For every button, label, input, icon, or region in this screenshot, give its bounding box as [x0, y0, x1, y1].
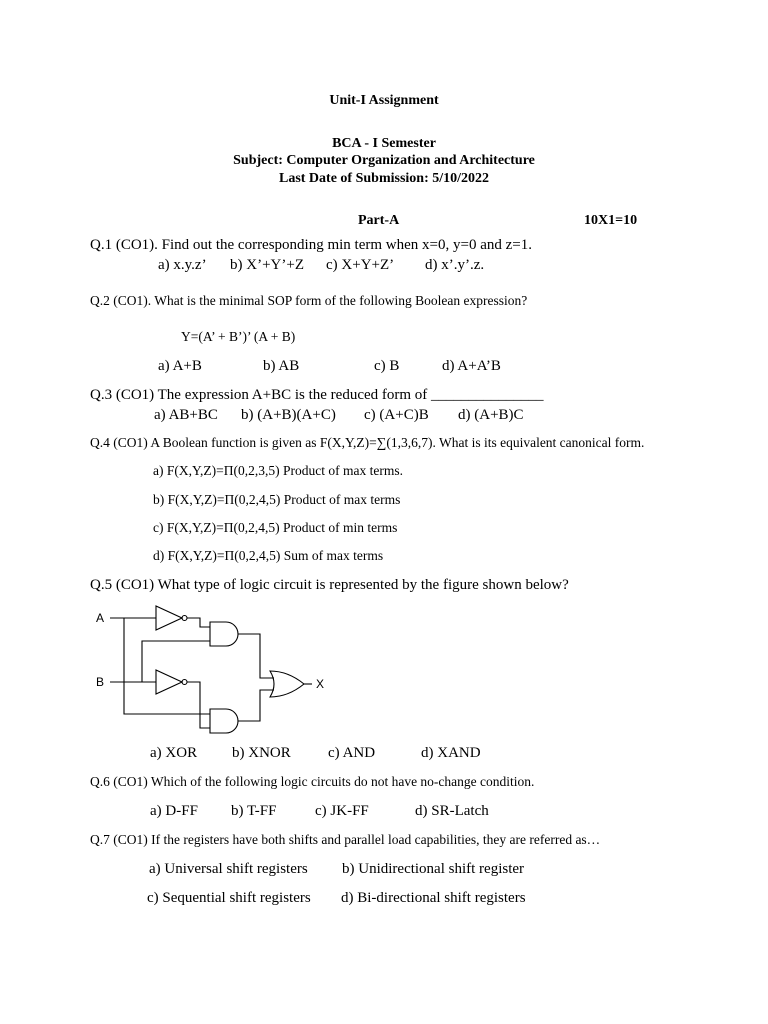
- q5-option-b: b) XNOR: [232, 745, 291, 761]
- q1-option-d: d) x’.y’.z.: [425, 257, 485, 273]
- q6-option-d: d) SR-Latch: [415, 803, 489, 819]
- q2-option-b: b) AB: [263, 358, 300, 374]
- submission-date: Last Date of Submission: 5/10/2022: [278, 171, 490, 186]
- q4-option-c: c) F(X,Y,Z)=Π(0,2,4,5) Product of min terms: [153, 520, 398, 535]
- q7-option-c: c) Sequential shift registers: [147, 890, 311, 906]
- and-gate-1: [210, 622, 238, 646]
- program-line: BCA - I Semester: [332, 136, 436, 151]
- logic-circuit-diagram: [90, 598, 350, 738]
- wire-not-a: [187, 618, 210, 627]
- q3-option-b: b) (A+B)(A+C): [241, 407, 336, 423]
- q1-option-c: c) X+Y+Z’: [326, 257, 395, 273]
- question-7: Q.7 (CO1) If the registers have both shifts and parallel load capabilities, they are referred as…: [90, 832, 601, 847]
- question-5: Q.5 (CO1) What type of logic circuit is represented by the figure shown below?: [90, 577, 569, 593]
- q4-option-b: b) F(X,Y,Z)=Π(0,2,4,5) Product of max terms: [153, 492, 401, 507]
- q6-option-b: b) T-FF: [231, 803, 277, 819]
- question-4: Q.4 (CO1) A Boolean function is given as F(X,Y,Z)=∑(1,3,6,7). What is its equivalent canonical form.: [90, 435, 645, 450]
- q2-option-d: d) A+A’B: [442, 358, 501, 374]
- output-x-label: X: [316, 677, 325, 691]
- q3-option-d: d) (A+B)C: [458, 407, 524, 423]
- subject-line: Subject: Computer Organization and Architecture: [233, 153, 535, 168]
- q2-option-c: c) B: [374, 358, 400, 374]
- input-b-label: B: [96, 675, 105, 689]
- assignment-title: Unit-I Assignment: [329, 93, 439, 108]
- question-2: Q.2 (CO1). What is the minimal SOP form of the following Boolean expression?: [90, 293, 528, 308]
- q7-option-d: d) Bi-directional shift registers: [341, 890, 526, 906]
- q5-option-c: c) AND: [328, 745, 376, 761]
- q2-expression: Y=(A’ + B’)’ (A + B): [181, 329, 296, 344]
- q7-option-b: b) Unidirectional shift register: [342, 861, 525, 877]
- q3-option-a: a) AB+BC: [154, 407, 218, 423]
- q2-option-a: a) A+B: [158, 358, 202, 374]
- question-6: Q.6 (CO1) Which of the following logic circuits do not have no-change condition.: [90, 774, 535, 789]
- q4-option-a: a) F(X,Y,Z)=Π(0,2,3,5) Product of max terms.: [153, 463, 403, 478]
- q5-option-d: d) XAND: [421, 745, 481, 761]
- wire-not-b: [187, 682, 210, 728]
- or-gate: [270, 671, 304, 697]
- wire-b-branch: [142, 641, 210, 682]
- q6-option-c: c) JK-FF: [315, 803, 369, 819]
- q4-option-d: d) F(X,Y,Z)=Π(0,2,4,5) Sum of max terms: [153, 548, 384, 563]
- wire-and2-out: [238, 690, 274, 721]
- and-gate-2: [210, 709, 238, 733]
- question-1: Q.1 (CO1). Find out the corresponding min term when x=0, y=0 and z=1.: [90, 237, 532, 253]
- wire-and1-out: [238, 634, 274, 678]
- part-label: Part-A: [358, 213, 400, 228]
- input-a-label: A: [96, 611, 105, 625]
- q1-option-b: b) X’+Y’+Z: [230, 257, 304, 273]
- not-gate-a: [156, 606, 182, 630]
- q1-option-a: a) x.y.z’: [158, 257, 207, 273]
- q5-option-a: a) XOR: [150, 745, 198, 761]
- question-3: Q.3 (CO1) The expression A+BC is the reduced form of _______________: [90, 387, 544, 403]
- q3-option-c: c) (A+C)B: [364, 407, 429, 423]
- q7-option-a: a) Universal shift registers: [149, 861, 308, 877]
- not-gate-b: [156, 670, 182, 694]
- part-marks: 10X1=10: [584, 213, 638, 228]
- q6-option-a: a) D-FF: [150, 803, 198, 819]
- wire-a-branch: [124, 618, 210, 714]
